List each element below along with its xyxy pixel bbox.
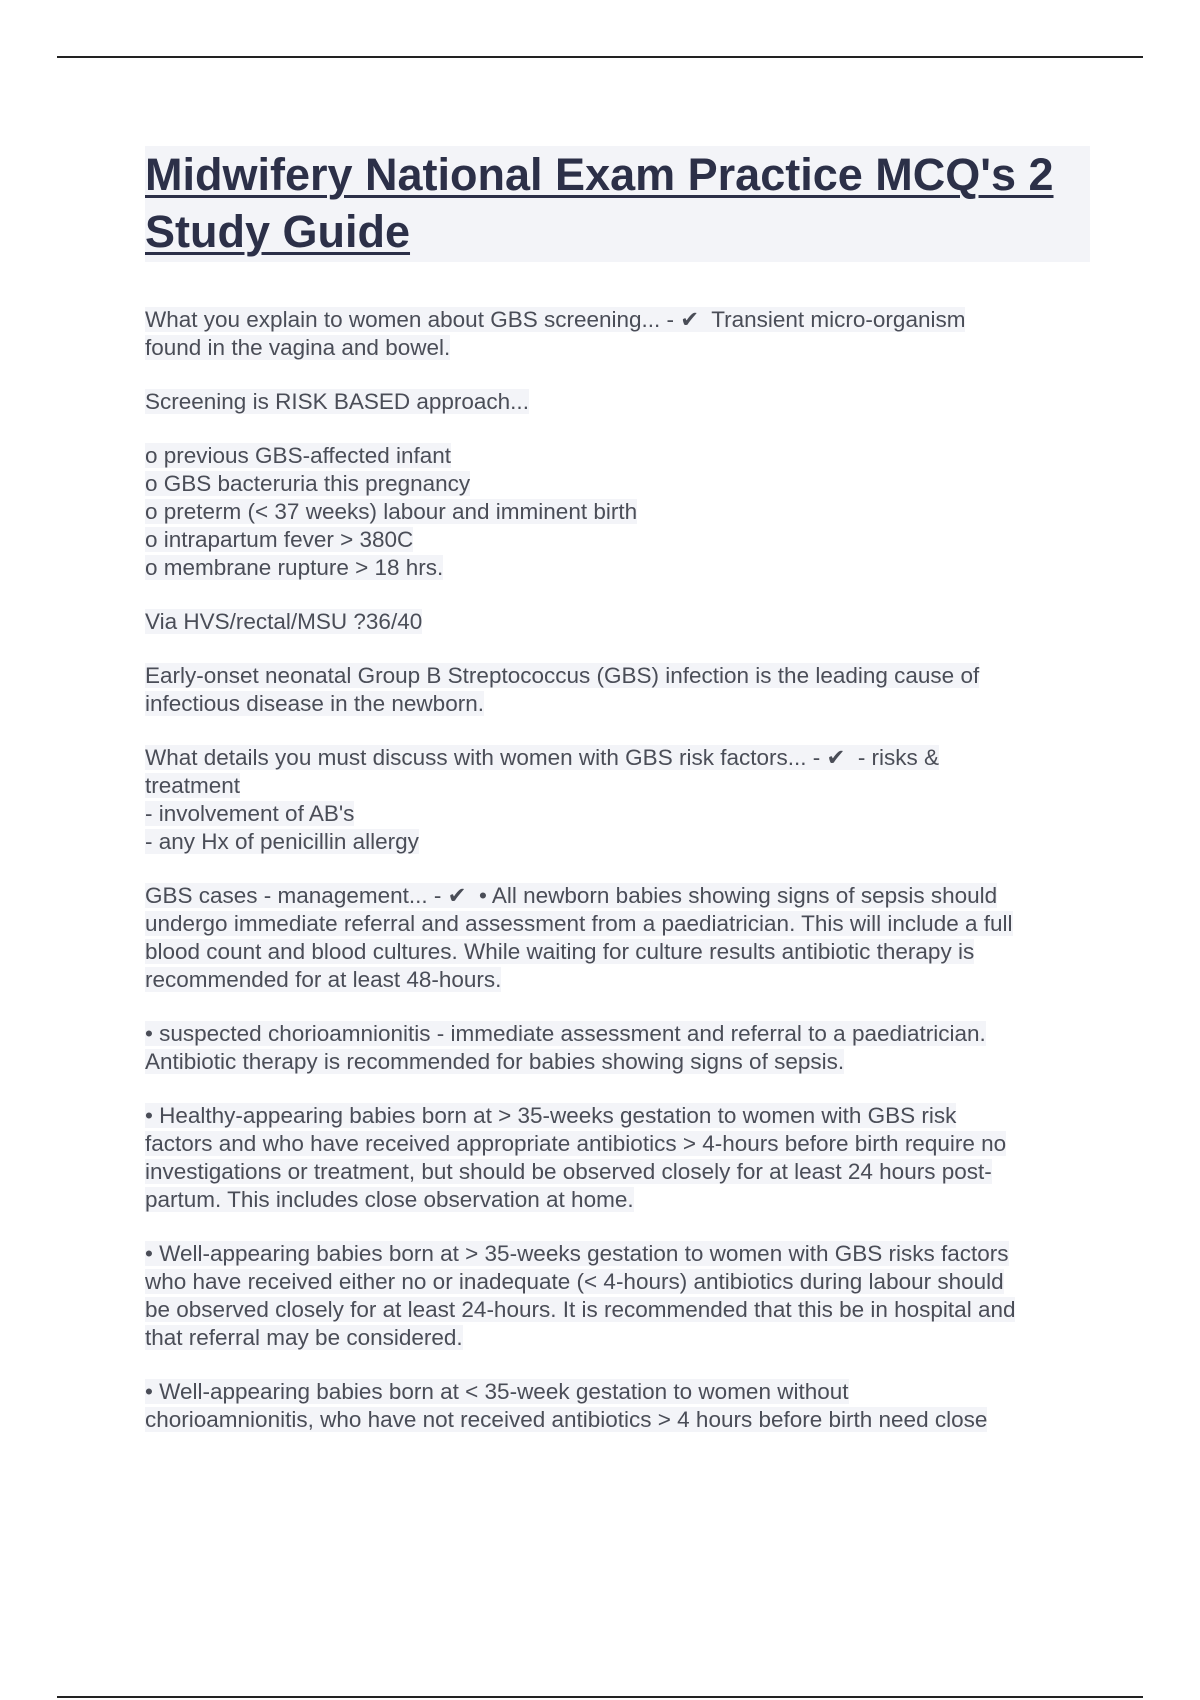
text-line-content: be observed closely for at least 24-hours. It is recommended that this be in hospital and (145, 1297, 1016, 1322)
text-line (145, 938, 1090, 966)
text-line (145, 1406, 1090, 1434)
text-line-content: o previous GBS-affected infant (145, 443, 452, 468)
text-line-content: Screening is RISK BASED approach... (145, 389, 529, 414)
title-block (145, 146, 1090, 262)
paragraph (145, 1020, 1090, 1076)
text-line-content: GBS cases - management... - ✔ • All newborn babies showing signs of sepsis should (145, 883, 998, 908)
text-line-content: - involvement of AB's (145, 801, 355, 826)
text-line (145, 306, 1090, 334)
text-line (145, 800, 1090, 828)
paragraph (145, 744, 1090, 856)
text-line-content: • Well-appearing babies born at > 35-weeks gestation to women with GBS risks factors (145, 1241, 1009, 1266)
text-line (145, 498, 1090, 526)
text-line-content: • Healthy-appearing babies born at > 35-weeks gestation to women with GBS risk (145, 1103, 957, 1128)
text-line-content: that referral may be considered. (145, 1325, 463, 1350)
text-line (145, 1048, 1090, 1076)
text-line-content: chorioamnionitis, who have not received antibiotics > 4 hours before birth need close (145, 1407, 988, 1432)
text-line (145, 1186, 1090, 1214)
text-line-content: undergo immediate referral and assessment from a paediatrician. This will include a full (145, 911, 1013, 936)
paragraph (145, 388, 1090, 416)
text-line-content: investigations or treatment, but should be observed closely for at least 24 hours post- (145, 1159, 992, 1184)
text-line (145, 1158, 1090, 1186)
text-line (145, 966, 1090, 994)
top-rule (57, 56, 1143, 58)
text-line-content: What you explain to women about GBS screening... - ✔ Transient micro-organism (145, 307, 966, 332)
text-line (145, 470, 1090, 498)
text-line-content: factors and who have received appropriate antibiotics > 4-hours before birth require no (145, 1131, 1007, 1156)
paragraph (145, 442, 1090, 582)
text-line-content: infectious disease in the newborn. (145, 691, 484, 716)
text-line-content: who have received either no or inadequate (< 4-hours) antibiotics during labour should (145, 1269, 1004, 1294)
bottom-rule (57, 1696, 1143, 1698)
paragraph (145, 608, 1090, 636)
text-line-content: Via HVS/rectal/MSU ?36/40 (145, 609, 423, 634)
paragraph (145, 1240, 1090, 1352)
text-line-content: blood count and blood cultures. While waiting for culture results antibiotic therapy is (145, 939, 975, 964)
text-line (145, 1020, 1090, 1048)
text-line (145, 442, 1090, 470)
text-line (145, 744, 1090, 772)
text-line (145, 882, 1090, 910)
text-line (145, 1324, 1090, 1352)
text-line (145, 690, 1090, 718)
text-line-content: • suspected chorioamnionitis - immediate assessment and referral to a paediatrician. (145, 1021, 986, 1046)
text-line (145, 554, 1090, 582)
text-line (145, 1378, 1090, 1406)
text-line (145, 1296, 1090, 1324)
text-line (145, 334, 1090, 362)
text-line (145, 1102, 1090, 1130)
text-line-content: What details you must discuss with women with GBS risk factors... - ✔ - risks & (145, 745, 940, 770)
text-line (145, 526, 1090, 554)
text-line-content: - any Hx of penicillin allergy (145, 829, 419, 854)
text-line (145, 662, 1090, 690)
text-line-content: o preterm (< 37 weeks) labour and imminent birth (145, 499, 638, 524)
text-line-content: partum. This includes close observation at home. (145, 1187, 634, 1212)
text-line-content: • Well-appearing babies born at < 35-week gestation to women without (145, 1379, 849, 1404)
text-line (145, 828, 1090, 856)
paragraph (145, 662, 1090, 718)
text-line-content: treatment (145, 773, 241, 798)
paragraph (145, 882, 1090, 994)
document-body (145, 146, 1090, 1460)
paragraph (145, 1102, 1090, 1214)
paragraph-list (145, 306, 1090, 1434)
text-line (145, 1268, 1090, 1296)
text-line (145, 1130, 1090, 1158)
text-line-content: o GBS bacteruria this pregnancy (145, 471, 471, 496)
text-line-content: recommended for at least 48-hours. (145, 967, 502, 992)
document-title: Midwifery National Exam Practice MCQ's 2 Study Guide (145, 149, 1054, 257)
text-line-content: o intrapartum fever > 380C (145, 527, 414, 552)
text-line-content: found in the vagina and bowel. (145, 335, 451, 360)
text-line-content: o membrane rupture > 18 hrs. (145, 555, 444, 580)
text-line-content: Early-onset neonatal Group B Streptococcus (GBS) infection is the leading cause of (145, 663, 980, 688)
text-line (145, 772, 1090, 800)
text-line-content: Antibiotic therapy is recommended for babies showing signs of sepsis. (145, 1049, 845, 1074)
text-line (145, 1240, 1090, 1268)
paragraph (145, 1378, 1090, 1434)
paragraph (145, 306, 1090, 362)
text-line (145, 608, 1090, 636)
text-line (145, 388, 1090, 416)
text-line (145, 910, 1090, 938)
